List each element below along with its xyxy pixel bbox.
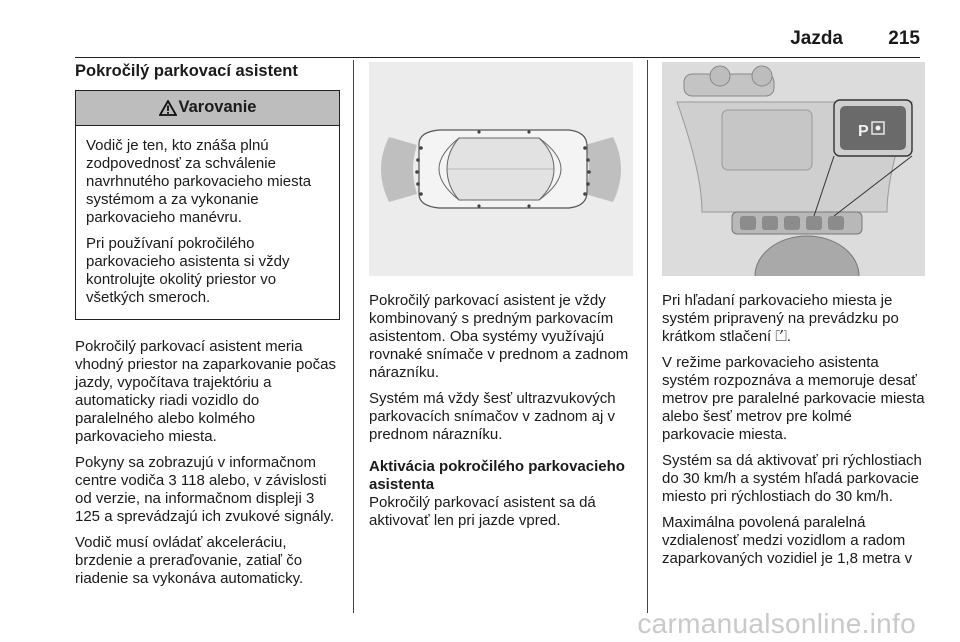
body-paragraph: Systém sa dá aktivovať pri rýchlostiach do 30 km/h a systém hľadá parkovacie miesto pri rýchlostiach do 30 km/h.	[662, 452, 922, 505]
warning-body	[76, 126, 339, 319]
warning-triangle-icon	[159, 100, 177, 116]
body-paragraph: Pokyny sa zobrazujú v informačnom centre vodiča 3 118 alebo, v závislosti od verzie, na informačnom displeji 3 125 a sprevádzajú ich zvukové signály.	[75, 453, 335, 525]
page-number: 215	[888, 28, 920, 49]
parking-sensors-figure	[369, 62, 633, 276]
svg-text:P: P	[858, 123, 869, 140]
warning-header	[76, 91, 339, 126]
page-header	[75, 28, 920, 54]
body-paragraph: Systém má vždy šesť ultrazvukových parkovacích snímačov v zadnom aj v prednom nárazníku.	[369, 390, 616, 443]
column-1	[75, 62, 340, 596]
warning-paragraph: Vodič je ten, kto znáša plnú zodpovednosť za schválenie navrhnutého parkovacieho miesta systémom a za vykonanie parkovacieho manévru.	[86, 136, 312, 226]
column-2	[369, 62, 633, 538]
body-paragraph: Maximálna povolená paralelná vzdialenosť medzi vozidlom a radom zaparkovaných vozidiel je 1,8 metra v	[662, 514, 913, 567]
header-rule	[75, 57, 920, 58]
center-console-illustration	[662, 62, 925, 276]
column-divider	[353, 60, 354, 613]
watermark: carmanualsonline.info	[637, 608, 916, 639]
subheading: Aktivácia pokročilého parkovacieho asistenta	[369, 458, 625, 493]
column-divider	[647, 60, 648, 613]
warning-paragraph: Pri používaní pokročilého parkovacieho asistenta si vždy kontrolujte okolitý priestor vo všetkých smeroch.	[86, 234, 290, 306]
body-paragraph: Pokročilý parkovací asistent je vždy kombinovaný s predným parkovacím asistentom. Oba systémy využívajú rovnaké snímače v prednom a zadnom nárazníku.	[369, 292, 629, 381]
warning-box	[75, 90, 340, 320]
center-console-figure	[662, 62, 925, 276]
body-paragraph: Pokročilý parkovací asistent meria vhodný priestor na zaparkovanie počas jazdy, vypočítava trajektóriu a automaticky riadi vozidlo do paralelného alebo kolmého parkovacieho miesta.	[75, 337, 336, 445]
warning-title: Varovanie	[178, 98, 257, 117]
body-paragraph: V režime parkovacieho asistenta systém rozpoznáva a memoruje desať metrov pre paralelné parkovacie miesta alebo šesť metrov pre kolmé parkovacie miesta.	[662, 354, 925, 443]
column-3	[662, 62, 925, 576]
body-paragraph: Pokročilý parkovací asistent sa dá aktivovať len pri jazde vpred.	[369, 494, 596, 529]
car-top-view-illustration	[369, 62, 633, 276]
body-paragraph: Pri hľadaní parkovacieho miesta je systém pripravený na prevádzku po krátkom stlačení ⏍.	[662, 292, 899, 345]
chapter-title: Jazda	[790, 28, 843, 49]
section-title: Pokročilý parkovací asistent	[75, 62, 298, 80]
body-paragraph: Vodič musí ovládať akceleráciu, brzdenie a preraďovanie, zatiaľ čo riadenie sa vykonáva automaticky.	[75, 533, 304, 587]
